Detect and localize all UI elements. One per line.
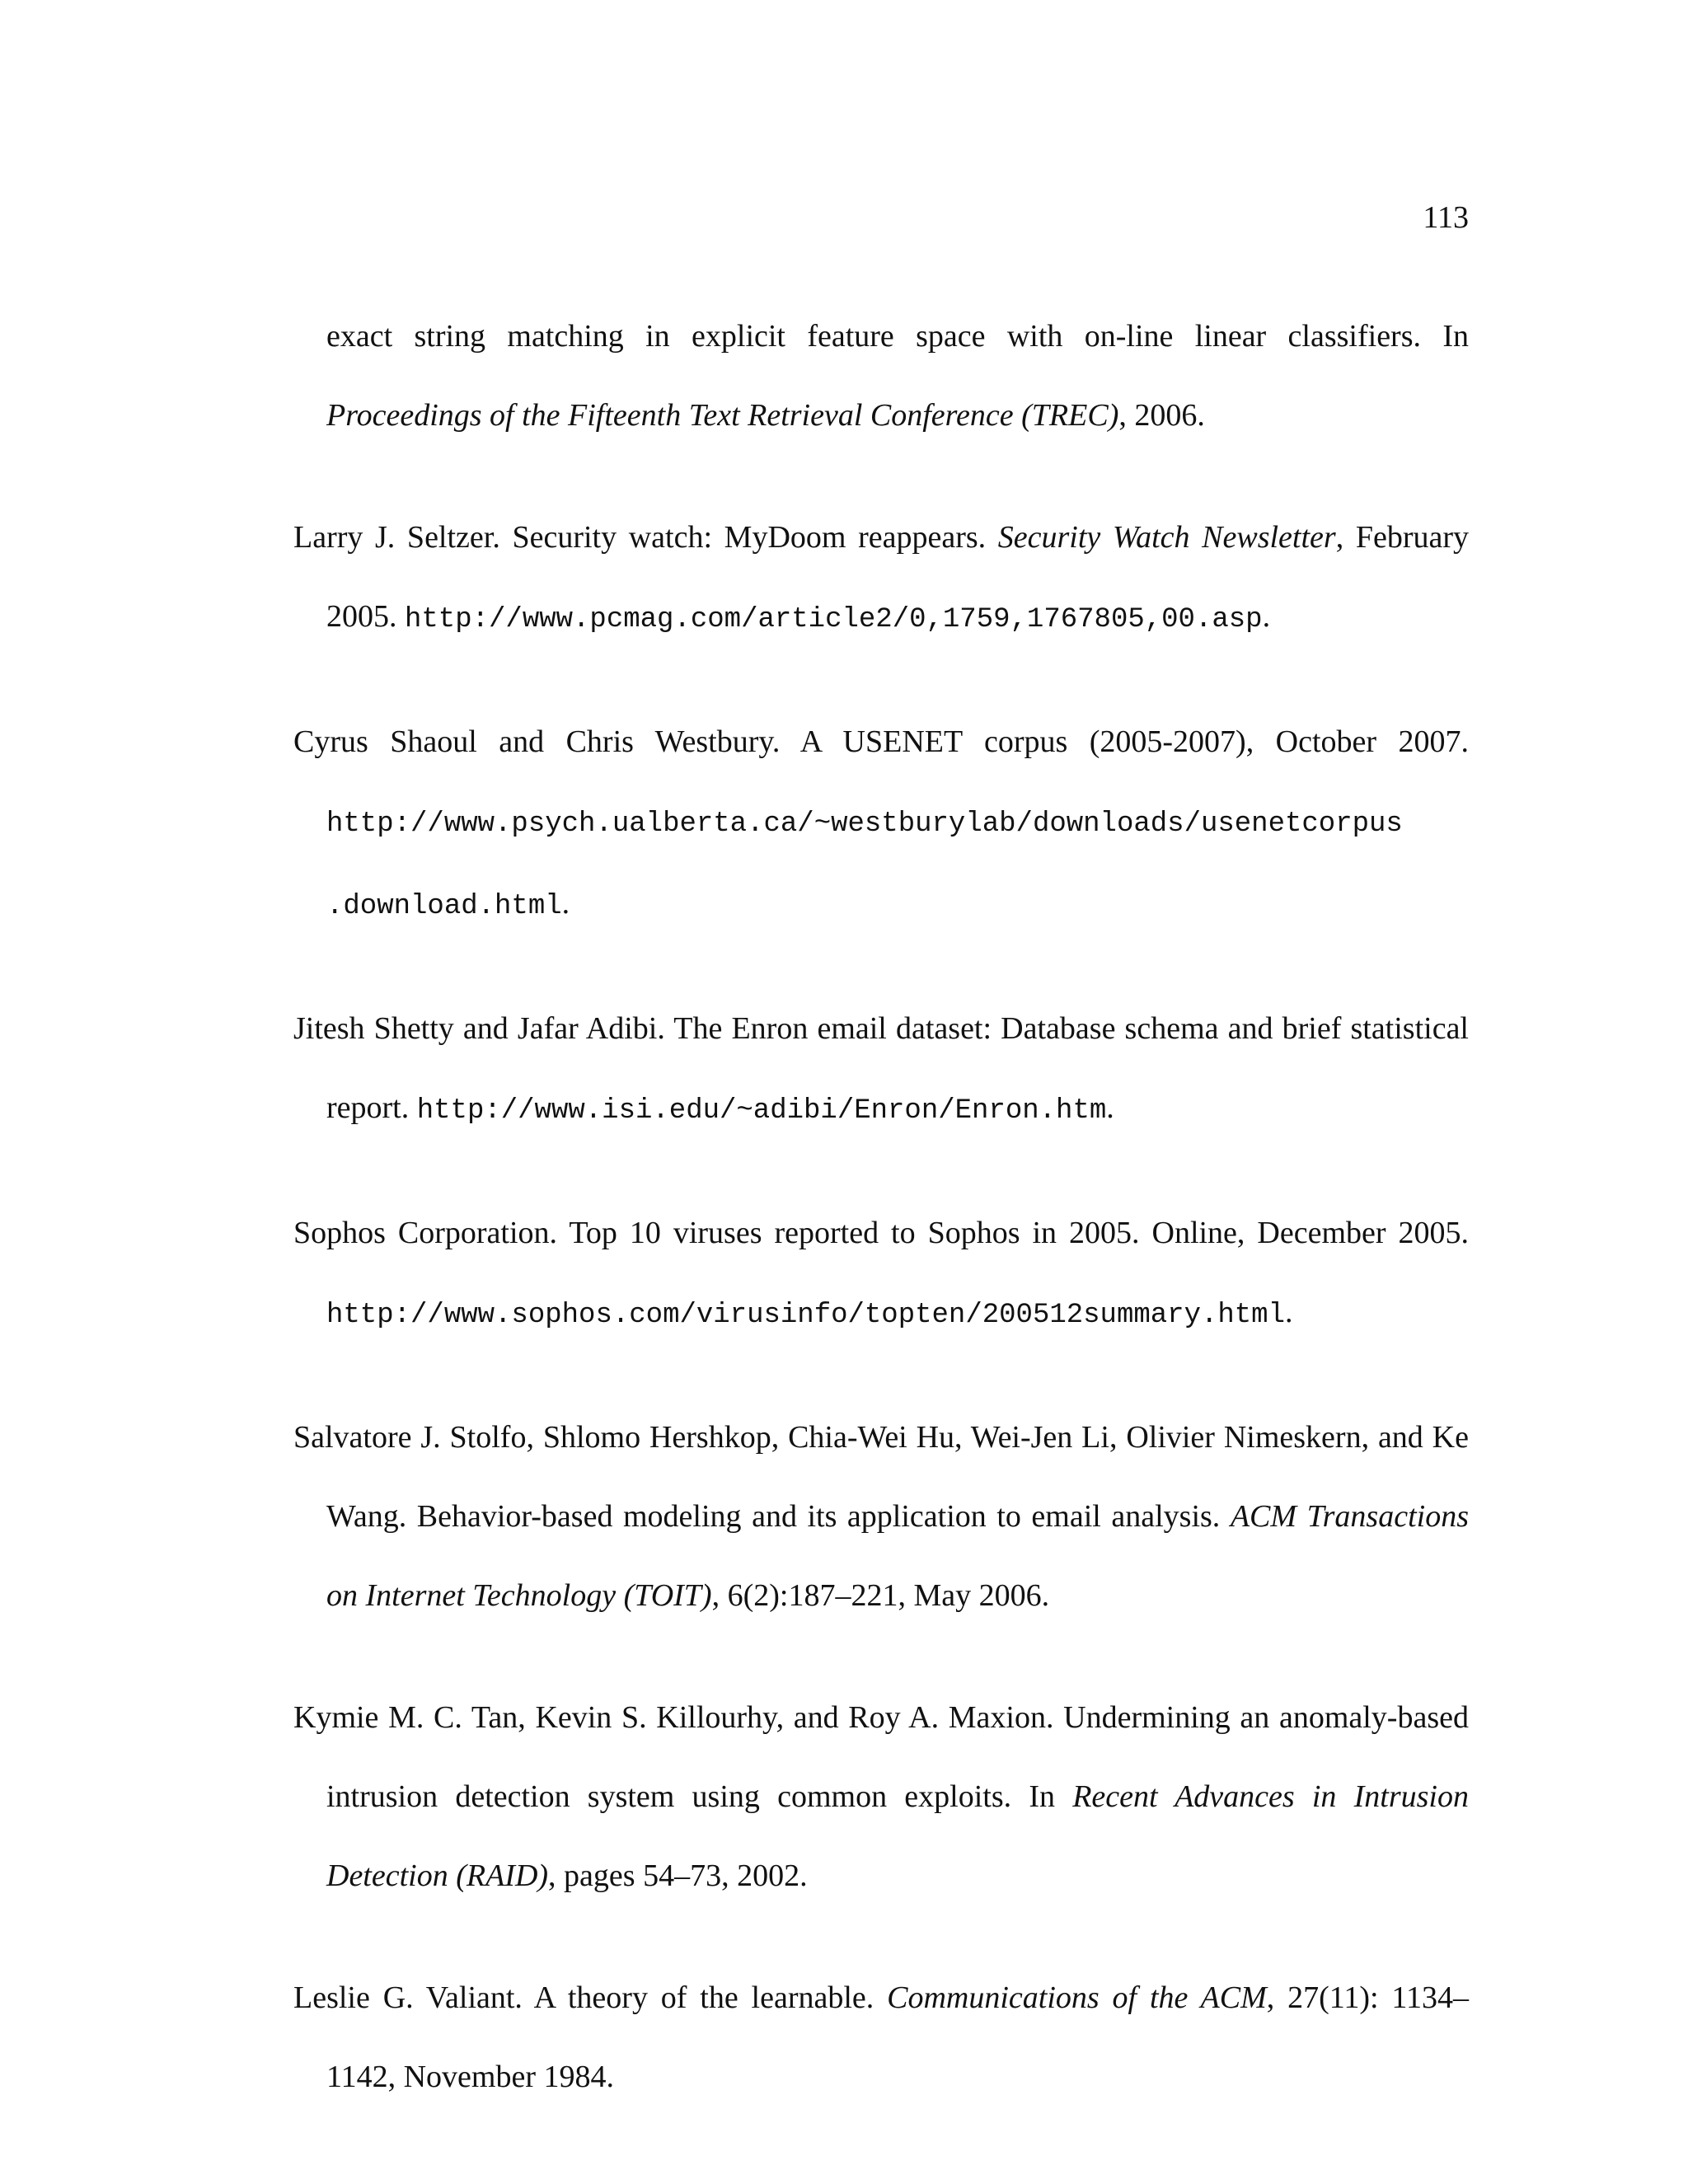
reference-text-end: , pages 54–73, 2002. [548,1858,808,1893]
reference-text: Leslie G. Valiant. A theory of the learnable. [293,1980,888,2015]
reference-url[interactable]: http://www.isi.edu/~adibi/Enron/Enron.htm [416,1095,1107,1127]
reference-venue: ACM Transactions on Internet Technology (TOIT) [326,1499,1469,1613]
reference-entry-sophos [293,1193,1469,1355]
reference-entry-shetty [293,989,1469,1151]
reference-entry-seltzer [293,498,1469,659]
reference-entry-stolfo [293,1398,1469,1635]
reference-text-mid: , February 2005. [326,520,1469,634]
reference-text: Jitesh Shetty and Jafar Adibi. The Enron email dataset: Database schema and brief statistical report. [293,1011,1469,1125]
reference-url[interactable]: http://www.sophos.com/virusinfo/topten/200512summary.html [326,1300,1285,1331]
reference-text: exact string matching in explicit feature space with on-line linear classifiers. In [326,319,1469,354]
reference-text-end: , 27(11): 1134–1142, November 1984. [326,1980,1469,2094]
reference-url[interactable]: http://www.psych.ualberta.ca/~westburylab/downloads/usenetcorpus [326,808,1403,840]
reference-text-end: . [1285,1295,1293,1329]
reference-venue: Security Watch Newsletter [997,520,1336,555]
reference-venue: Recent Advances in Intrusion Detection (RAID) [326,1779,1469,1893]
reference-venue: Proceedings of the Fifteenth Text Retrieval Conference (TREC) [326,398,1119,433]
reference-url[interactable]: http://www.pcmag.com/article2/0,1759,1767805,00.asp [405,604,1263,635]
reference-entry-valiant [293,1958,1469,2116]
reference-entry-shaoul [293,702,1469,946]
reference-entry-continued [293,297,1469,455]
reference-venue: Communications of the ACM [887,1980,1267,2015]
reference-text-end: , 6(2):187–221, May 2006. [711,1578,1050,1613]
reference-list [293,297,1469,2159]
reference-text-end: . [561,886,570,921]
reference-text: Cyrus Shaoul and Chris Westbury. A USENET corpus (2005-2007), October 2007. [293,724,1469,759]
reference-text: Larry J. Seltzer. Security watch: MyDoom reappears. [293,520,998,555]
reference-url-continued[interactable]: .download.html [326,891,562,922]
reference-entry-tan [293,1678,1469,1915]
reference-text: Sophos Corporation. Top 10 viruses reported to Sophos in 2005. Online, December 2005. [293,1216,1469,1250]
reference-text-end: . [1262,599,1271,634]
reference-text: Kymie M. C. Tan, Kevin S. Killourhy, and Roy A. Maxion. Undermining an anomaly-based intrusion detection system using common exploits. In [293,1700,1469,1814]
page-number: 113 [1423,200,1469,235]
reference-text-end: . [1106,1090,1114,1125]
reference-text-end: , 2006. [1118,398,1205,433]
reference-text: Salvatore J. Stolfo, Shlomo Hershkop, Chia-Wei Hu, Wei-Jen Li, Olivier Nimeskern, and Ke Wang. Behavior-based modeling and its application to email analysis. [293,1420,1469,1534]
